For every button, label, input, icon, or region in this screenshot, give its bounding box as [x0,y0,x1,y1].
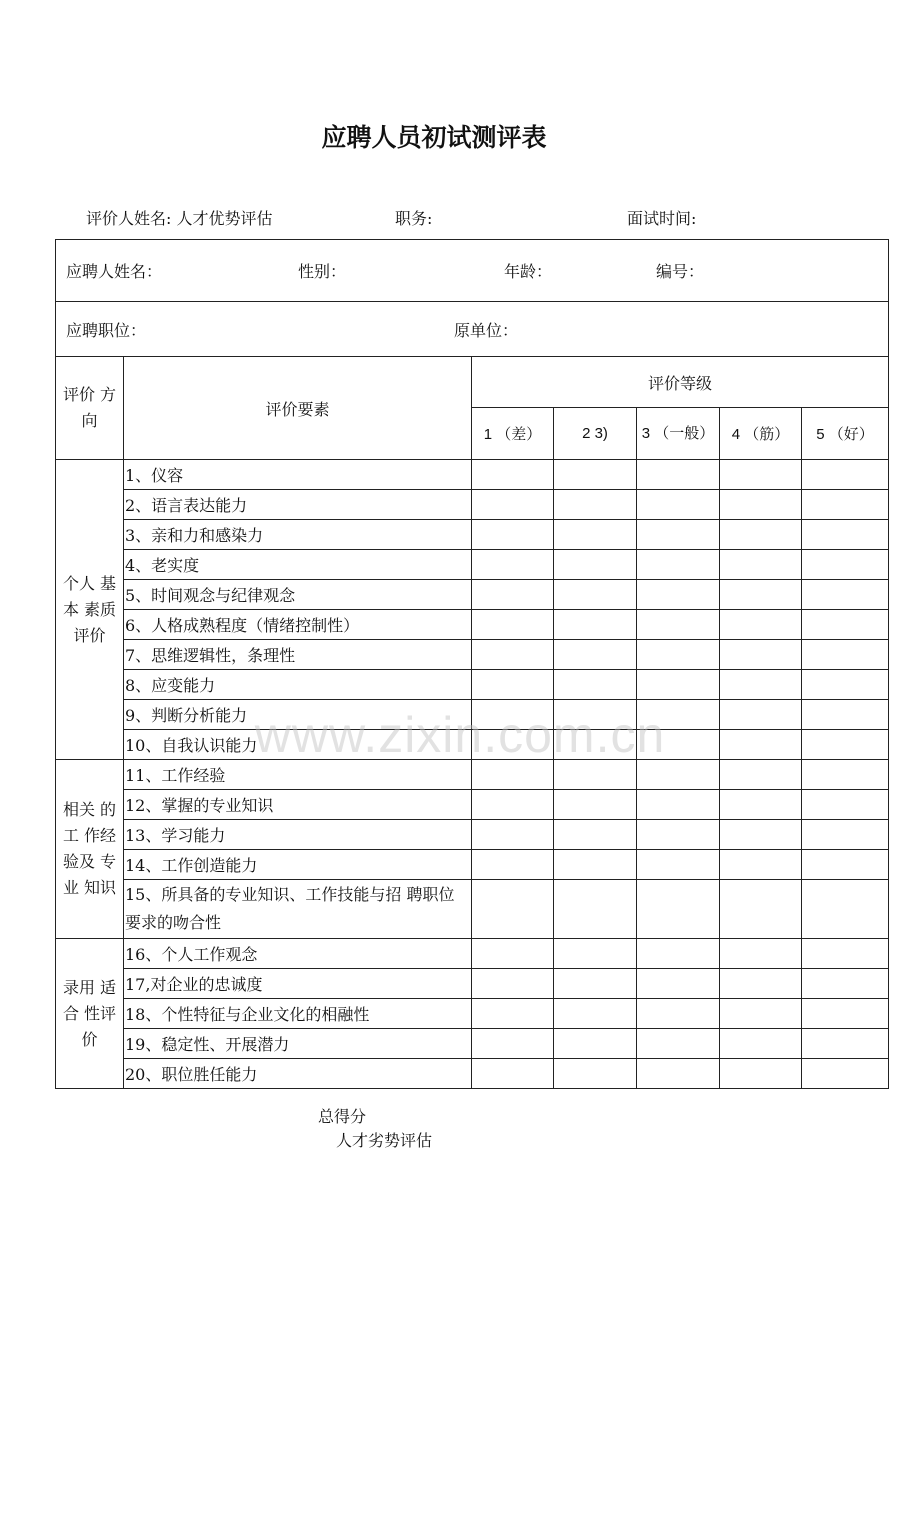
table-row [56,760,889,790]
score-cell[interactable] [720,820,802,850]
score-cell[interactable] [472,939,554,969]
score-cell[interactable] [554,700,637,730]
score-cell[interactable] [554,580,637,610]
criterion-cell: 5、时间观念与纪律观念 [124,580,472,610]
score-cell[interactable] [554,520,637,550]
score-cell[interactable] [472,1029,554,1059]
score-cell[interactable] [554,939,637,969]
criterion-cell: 10、自我认识能力 [124,730,472,760]
applicant-job-row [56,302,889,357]
score-cell[interactable] [472,490,554,520]
page-title: 应聘人员初试测评表 [321,123,547,152]
total-score-label: 总得分 [318,1107,367,1126]
score-cell[interactable] [554,1029,637,1059]
score-cell[interactable] [554,640,637,670]
score-cell[interactable] [554,880,637,939]
score-cell[interactable] [802,700,889,730]
table-row [56,820,889,850]
score-cell[interactable] [802,490,889,520]
table-row [56,610,889,640]
score-cell[interactable] [720,490,802,520]
criterion-cell: 11、工作经验 [124,760,472,790]
score-cell[interactable] [720,520,802,550]
score-cell[interactable] [802,640,889,670]
score-cell[interactable] [802,520,889,550]
score-cell[interactable] [637,790,720,820]
score-cell[interactable] [802,880,889,939]
table-row [56,850,889,880]
criterion-cell: 4、老实度 [124,550,472,580]
job-label: 应聘职位： [66,320,147,340]
header-row [56,357,889,408]
score-cell[interactable] [554,1059,637,1089]
score-cell[interactable] [472,640,554,670]
grade-label: 2 3) [554,408,637,460]
score-cell[interactable] [554,670,637,700]
score-cell[interactable] [472,820,554,850]
criterion-cell: 12、掌握的专业知识 [124,790,472,820]
criterion-cell: 13、学习能力 [124,820,472,850]
score-cell[interactable] [802,790,889,820]
score-cell[interactable] [554,850,637,880]
score-cell[interactable] [472,550,554,580]
table-row [56,460,889,490]
table-row [56,880,889,939]
score-cell[interactable] [802,550,889,580]
score-cell[interactable] [802,760,889,790]
score-cell[interactable] [637,640,720,670]
score-cell[interactable] [472,580,554,610]
score-cell[interactable] [472,760,554,790]
criterion-cell: 2、语言表达能力 [124,490,472,520]
score-cell[interactable] [472,999,554,1029]
score-cell[interactable] [637,850,720,880]
grade-label: 4 （筋） [720,408,802,460]
score-cell[interactable] [637,730,720,760]
criterion-cell: 19、稳定性、开展潜力 [124,1029,472,1059]
score-cell[interactable] [554,790,637,820]
criterion-cell: 14、工作创造能力 [124,850,472,880]
direction-cell: 相关 的工 作经验及 专业 知识 [56,760,124,939]
score-cell[interactable] [720,850,802,880]
score-cell[interactable] [802,969,889,999]
table-row [56,1029,889,1059]
applicant-info-row [56,240,889,302]
element-header: 评价要素 [124,357,472,460]
table-row [56,790,889,820]
criterion-cell: 18、个性特征与企业文化的相融性 [124,999,472,1029]
score-cell[interactable] [802,610,889,640]
prev-unit-label: 原单位： [454,320,519,340]
score-cell[interactable] [720,1059,802,1089]
evaluator-name: 评价人姓名: 人才优势评估 [86,209,273,228]
score-cell[interactable] [720,580,802,610]
score-cell[interactable] [637,820,720,850]
criterion-cell: 9、判断分析能力 [124,700,472,730]
score-cell[interactable] [720,460,802,490]
score-cell[interactable] [472,460,554,490]
score-cell[interactable] [554,550,637,580]
applicant-name-label: 应聘人姓名： [66,262,163,281]
score-cell[interactable] [637,610,720,640]
score-cell[interactable] [637,999,720,1029]
score-cell[interactable] [720,550,802,580]
score-cell[interactable] [637,700,720,730]
score-cell[interactable] [720,640,802,670]
footer-note: 人才劣势评估 [336,1131,433,1150]
evaluation-table [55,239,889,1089]
grade-label: 1 （差） [472,408,554,460]
table-row [56,670,889,700]
criterion-cell: 7、思维逻辑性，条理性 [124,640,472,670]
score-cell[interactable] [802,820,889,850]
score-cell[interactable] [554,490,637,520]
score-cell[interactable] [554,969,637,999]
score-cell[interactable] [720,670,802,700]
criterion-cell: 1、仪容 [124,460,472,490]
table-row [56,939,889,969]
table-row [56,490,889,520]
score-cell[interactable] [802,580,889,610]
table-row [56,640,889,670]
score-cell[interactable] [802,730,889,760]
table-row [56,730,889,760]
score-cell[interactable] [720,999,802,1029]
score-cell[interactable] [472,969,554,999]
gender-label: 性别： [298,262,347,281]
watermark: www.zixin.com.cn [254,707,666,763]
score-cell[interactable] [637,670,720,700]
grade-label: 5 （好） [802,408,889,460]
direction-header: 评价 方向 [56,357,124,460]
score-cell[interactable] [802,999,889,1029]
position-label: 职务: [395,209,433,228]
grade-label: 3 （一般） [637,408,720,460]
score-cell[interactable] [472,700,554,730]
table-row [56,580,889,610]
criterion-cell: 16、个人工作观念 [124,939,472,969]
score-cell[interactable] [637,460,720,490]
score-cell[interactable] [637,880,720,939]
table-row [56,969,889,999]
number-label: 编号： [656,262,705,281]
score-cell[interactable] [472,670,554,700]
score-cell[interactable] [637,520,720,550]
criterion-cell: 20、职位胜任能力 [124,1059,472,1089]
score-cell[interactable] [472,730,554,760]
score-cell[interactable] [720,969,802,999]
table-row [56,550,889,580]
score-cell[interactable] [554,820,637,850]
score-cell[interactable] [637,939,720,969]
score-cell[interactable] [472,850,554,880]
score-cell[interactable] [554,610,637,640]
criterion-cell: 15、所具备的专业知识、工作技能与招 聘职位要求的吻合性 [124,880,472,939]
criterion-cell: 6、人格成熟程度（情绪控制性） [124,610,472,640]
score-cell[interactable] [720,880,802,939]
interview-time-label: 面试时间: [627,209,697,228]
score-cell[interactable] [720,730,802,760]
score-cell[interactable] [472,520,554,550]
score-cell[interactable] [720,790,802,820]
score-cell[interactable] [802,850,889,880]
table-row [56,999,889,1029]
score-cell[interactable] [637,969,720,999]
score-cell[interactable] [720,939,802,969]
criterion-cell: 3、亲和力和感染力 [124,520,472,550]
age-label: 年龄： [504,262,553,281]
table-row [56,700,889,730]
score-cell[interactable] [472,790,554,820]
score-cell[interactable] [802,460,889,490]
table-row [56,520,889,550]
score-cell[interactable] [802,939,889,969]
score-cell[interactable] [472,1059,554,1089]
score-cell[interactable] [637,580,720,610]
score-cell[interactable] [637,1059,720,1089]
score-cell[interactable] [637,550,720,580]
grade-header: 评价等级 [472,357,889,408]
score-cell[interactable] [637,1029,720,1059]
score-cell[interactable] [554,999,637,1029]
score-cell[interactable] [554,760,637,790]
criterion-cell: 8、应变能力 [124,670,472,700]
score-cell[interactable] [802,1059,889,1089]
score-cell[interactable] [637,760,720,790]
direction-cell: 个人 基本 素质评价 [56,460,124,760]
score-cell[interactable] [554,730,637,760]
criterion-cell: 17,对企业的忠诚度 [124,969,472,999]
score-cell[interactable] [637,490,720,520]
score-cell[interactable] [554,460,637,490]
score-cell[interactable] [720,610,802,640]
score-cell[interactable] [472,610,554,640]
score-cell[interactable] [802,1029,889,1059]
score-cell[interactable] [720,760,802,790]
direction-cell: 录用 适合 性评价 [56,939,124,1089]
score-cell[interactable] [802,670,889,700]
score-cell[interactable] [720,1029,802,1059]
score-cell[interactable] [472,880,554,939]
table-row [56,1059,889,1089]
score-cell[interactable] [720,700,802,730]
